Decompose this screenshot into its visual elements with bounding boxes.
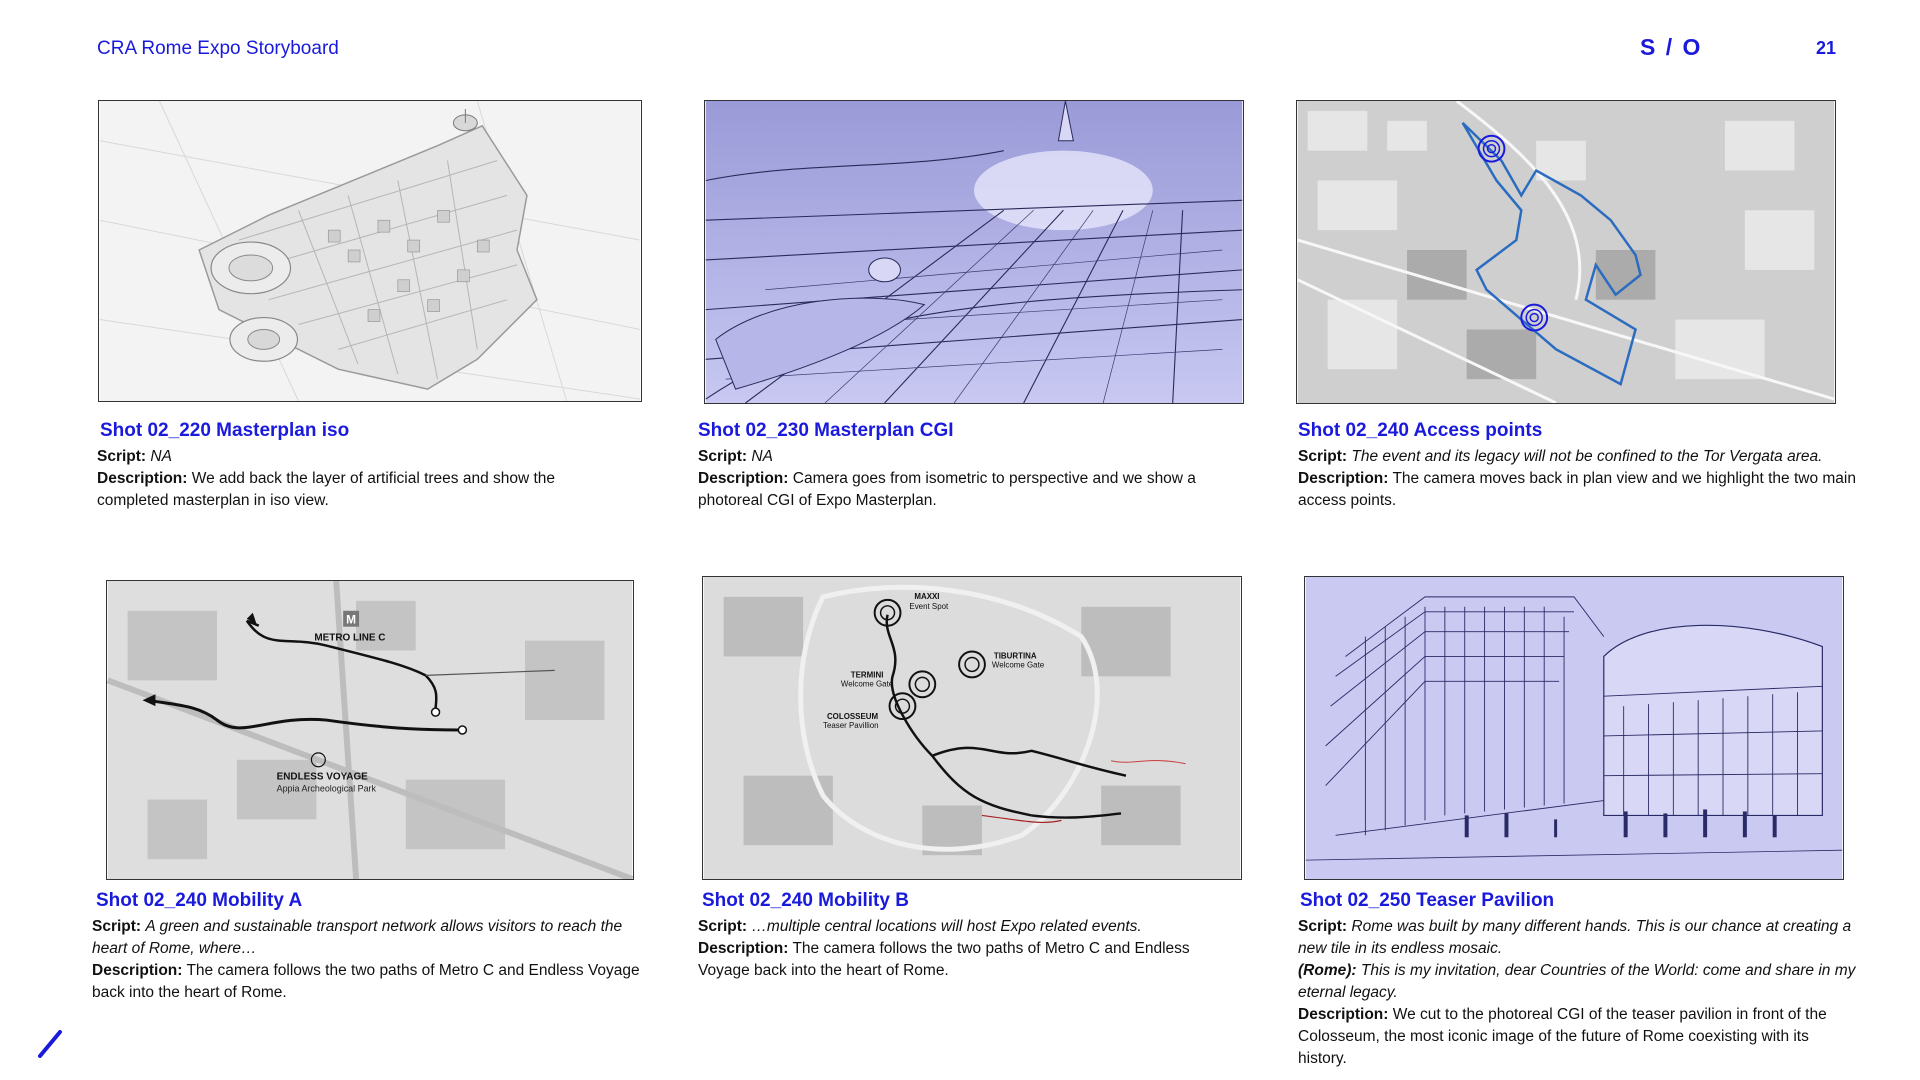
description-text: Camera goes from isometric to perspective and we show a photoreal CGI of Expo Masterplan.	[698, 470, 1196, 509]
page-number: 21	[1816, 38, 1837, 58]
map-label-tiburtina: TIBURTINA	[993, 651, 1037, 661]
map-label-colosseum: COLOSSEUM	[826, 712, 879, 722]
script-label: Script:	[97, 448, 147, 465]
shot-frame-mobility-b	[702, 576, 1242, 880]
document-title: CRA Rome Expo Storyboard	[97, 38, 339, 59]
metro-icon-letter: M	[346, 612, 357, 627]
description-label: Description:	[97, 470, 188, 487]
description-text: We cut to the photoreal CGI of the teaser pavilion in front of the Colosseum, the most iconic image of the future of Rome coexisting with its history.	[1298, 1006, 1827, 1067]
description-label: Description:	[1298, 1006, 1389, 1023]
map-label-maxxi-sub: Event Spot	[909, 601, 949, 611]
teaser-pavilion-sketch	[1305, 577, 1843, 879]
brand-logo: S / O	[1640, 34, 1703, 60]
script-text: Rome was built by many different hands. This is our chance at creating a new tile in its endless mosaic.	[1298, 918, 1852, 957]
description-label: Description:	[92, 962, 183, 979]
script-text: NA	[150, 448, 172, 465]
description-text: We add back the layer of artificial trees and show the completed masterplan in iso view.	[97, 470, 556, 509]
mobility-a-map	[107, 581, 633, 879]
mobility-b-map	[703, 577, 1241, 879]
description-label: Description:	[698, 940, 789, 957]
slash-logo-icon	[36, 1030, 64, 1058]
shot-frame-mobility-a	[106, 580, 634, 880]
shot-text	[92, 916, 652, 1004]
shot-text	[97, 446, 617, 512]
shot-text	[1298, 916, 1858, 1070]
script-text: The event and its legacy will not be confined to the Tor Vergata area.	[1351, 448, 1823, 465]
script-text: NA	[751, 448, 773, 465]
script-text: …multiple central locations will host Expo related events.	[751, 918, 1142, 935]
map-label-metro: METRO LINE C	[314, 632, 386, 644]
shot-text	[1298, 446, 1858, 512]
shot-frame-teaser-pavilion	[1304, 576, 1844, 880]
map-label-termini-sub: Welcome Gate	[840, 679, 894, 689]
script-label: Script:	[698, 448, 748, 465]
shot-title: Shot 02_230 Masterplan CGI	[698, 420, 954, 441]
shot-frame-masterplan-cgi	[704, 100, 1244, 404]
script-label: Script:	[698, 918, 748, 935]
rome-line-text: This is my invitation, dear Countries of the World: come and share in my eternal legacy.	[1298, 962, 1856, 1001]
access-points-map	[1297, 101, 1835, 403]
rome-label: (Rome):	[1298, 962, 1357, 979]
description-label: Description:	[698, 470, 789, 487]
script-label: Script:	[1298, 448, 1348, 465]
description-text: The camera follows the two paths of Metro C and Endless Voyage back into the heart of Rome.	[92, 962, 640, 1001]
map-label-voyage-sub: Appia Archeological Park	[276, 783, 377, 794]
description-text: The camera follows the two paths of Metro C and Endless Voyage back into the heart of Rome.	[698, 940, 1190, 979]
script-label: Script:	[1298, 918, 1348, 935]
map-label-termini: TERMINI	[850, 670, 884, 680]
description-text: The camera moves back in plan view and we highlight the two main access points.	[1298, 470, 1856, 509]
shot-frame-access-points	[1296, 100, 1836, 404]
shot-title: Shot 02_240 Mobility B	[702, 890, 909, 911]
shot-frame-masterplan-iso	[98, 100, 642, 402]
script-text: A green and sustainable transport network allows visitors to reach the heart of Rome, where…	[92, 918, 623, 957]
shot-text	[698, 446, 1238, 512]
description-label: Description:	[1298, 470, 1389, 487]
shot-title: Shot 02_220 Masterplan iso	[100, 420, 350, 441]
masterplan-cgi-sketch	[705, 101, 1243, 403]
map-label-tiburtina-sub: Welcome Gate	[991, 660, 1045, 670]
map-label-maxxi: MAXXI	[914, 591, 940, 601]
shot-title: Shot 02_240 Mobility A	[96, 890, 303, 911]
map-label-voyage: ENDLESS VOYAGE	[276, 771, 368, 783]
script-label: Script:	[92, 918, 142, 935]
shot-text	[698, 916, 1238, 982]
map-label-colosseum-sub: Teaser Pavillion	[822, 721, 879, 730]
shot-title: Shot 02_250 Teaser Pavilion	[1300, 890, 1555, 911]
masterplan-iso-drawing	[99, 101, 641, 401]
shot-title: Shot 02_240 Access points	[1298, 420, 1543, 441]
